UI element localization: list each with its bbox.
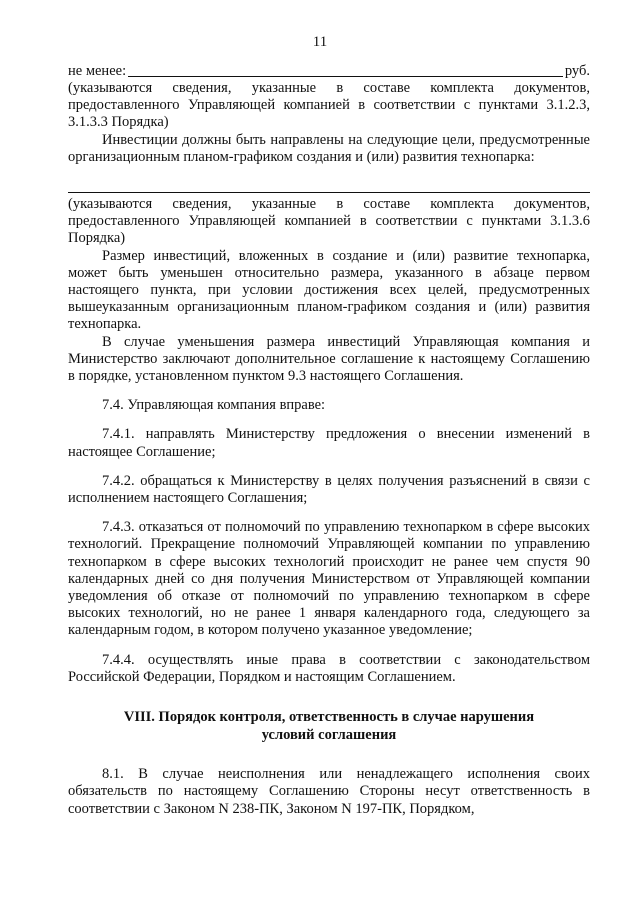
clause-8-1: 8.1. В случае неисполнения или ненадлежащего исполнения своих обязательств по настоящему Соглашению Стороны несут ответственность в соответствии с Законом N 238-ПК, Законом N 197-ПК, Порядком, bbox=[68, 766, 590, 817]
currency-label: руб. bbox=[564, 62, 590, 79]
min-amount-blank bbox=[128, 62, 563, 77]
paragraph-additional-agreement: В случае уменьшения размера инвестиций Управляющая компания и Министерство заключают дополнительное соглашение к настоящему Соглашению в порядке, установленном пунктом 9.3 настоящего Соглашения. bbox=[68, 333, 590, 385]
min-amount-label: не менее: bbox=[68, 62, 127, 79]
section-8-title-line-2: условий соглашения bbox=[261, 727, 397, 744]
section-8-title-line-1: VIII. Порядок контроля, ответственность в случае нарушения bbox=[123, 709, 535, 726]
note-1: (указываются сведения, указанные в составе комплекта документов, предоставленного Управляющей компанией в соответствии с пунктами 3.1.2.3, 3.1.3.3 Порядка) bbox=[68, 80, 590, 131]
min-amount-line bbox=[68, 62, 590, 80]
clause-7-4-3: 7.4.3. отказаться от полномочий по управлению технопарком в сфере высоких технологий. Прекращение полномочий Управляющей компании по управлению технопарком в сфере высоких технологий происходит не ранее чем спустя 90 календарных дней со дня получения Министерством от Управляющей компании уведомления об отказе от полномочий по управлению технопарком в сфере высоких технологий, но не ранее 1 января календарного года, следующего за календарным годом, в котором получено указанное уведомление; bbox=[68, 519, 590, 639]
clause-7-4-1: 7.4.1. направлять Министерству предложения о внесении изменений в настоящее Соглашение; bbox=[68, 426, 590, 460]
goals-blank-line bbox=[68, 166, 590, 193]
page-number: 11 bbox=[312, 34, 328, 50]
note-2: (указываются сведения, указанные в составе комплекта документов, предоставленного Управляющей компанией в соответствии с пунктами 3.1.3.6 Порядка) bbox=[68, 196, 590, 247]
paragraph-reduce-size: Размер инвестиций, вложенных в создание и (или) развитие технопарка, может быть уменьшен относительно размера, указанного в абзаце первом настоящего пункта, при условии достижения всех целей, предусмотренных вышеуказанным организационным планом-графиком создания и (или) развития технопарка. bbox=[68, 247, 590, 333]
clause-7-4: 7.4. Управляющая компания вправе: bbox=[102, 397, 326, 414]
clause-7-4-2: 7.4.2. обращаться к Министерству в целях получения разъяснений в связи с исполнением настоящего Соглашения; bbox=[68, 472, 590, 507]
clause-7-4-4: 7.4.4. осуществлять иные права в соответствии с законодательством Российской Федерации, Порядком и настоящим Соглашением. bbox=[68, 651, 590, 685]
section-8-title bbox=[68, 708, 590, 744]
document-body bbox=[68, 62, 590, 818]
paragraph-investment-goals: Инвестиции должны быть направлены на следующие цели, предусмотренные организационным планом-графиком создания и (или) развития технопарка: bbox=[68, 131, 590, 165]
